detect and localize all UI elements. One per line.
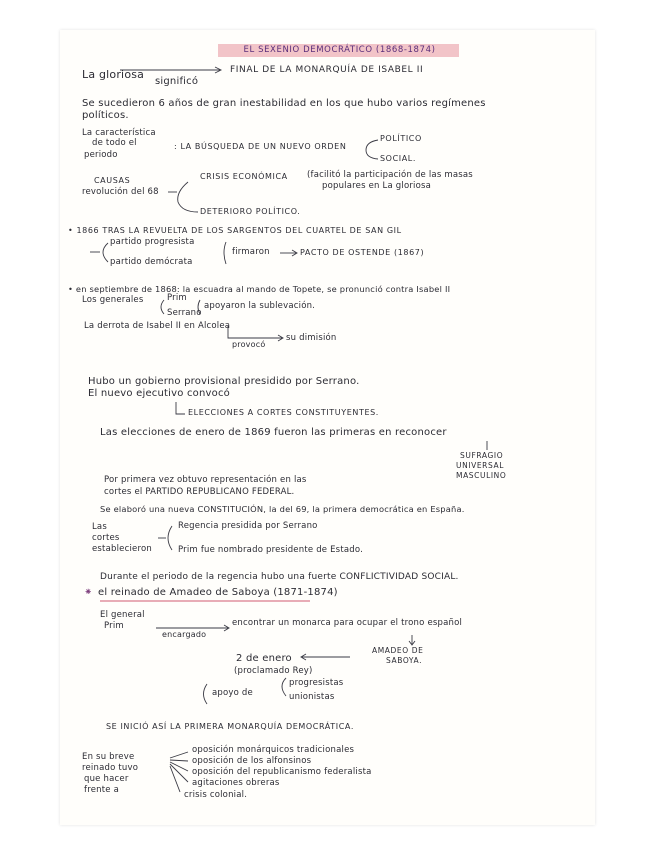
busqueda-text: : LA BÚSQUEDA DE UN NUEVO ORDEN	[174, 142, 347, 151]
amadeo-name-2: SABOYA.	[386, 656, 423, 665]
apoyo-label: apoyo de	[212, 688, 253, 698]
proclamado-label: (proclamado Rey)	[234, 666, 313, 676]
los-generales-label: Los generales	[82, 295, 144, 305]
caracteristica-label-2: de todo el	[92, 138, 137, 148]
sucedieron-line-2: políticos.	[82, 110, 129, 121]
frente-item: oposición de los alfonsinos	[192, 756, 312, 766]
encargado-label: encargado	[162, 630, 207, 639]
pacto-ostende: PACTO DE OSTENDE (1867)	[300, 248, 425, 257]
firmaron-label: firmaron	[232, 247, 270, 257]
gobierno-line-1: Hubo un gobierno provisional presidido por Serrano.	[88, 376, 360, 387]
frente-item: oposición del republicanismo federalista	[192, 767, 372, 777]
unionistas-label: unionistas	[289, 692, 335, 702]
encontrar-text: encontrar un monarca para ocupar el trono español	[232, 618, 463, 628]
elecciones-cortes: ELECCIONES A CORTES CONSTITUYENTES.	[188, 408, 379, 417]
general-prim-2: Prim	[104, 621, 124, 631]
sufragio-1: SUFRAGIO	[460, 451, 504, 460]
progresistas-label: progresistas	[289, 678, 344, 688]
sucedieron-line-1: Se sucedieron 6 años de gran inestabilidad en los que hubo varios regímenes	[82, 98, 486, 109]
facilito-text-2: populares en La gloriosa	[322, 181, 432, 191]
provoco-label: provocó	[232, 340, 266, 349]
primera-vez-1: Por primera vez obtuvo representación en las	[104, 475, 307, 485]
serrano-label: Serrano	[167, 308, 202, 318]
partido-democrata: partido demócrata	[110, 257, 193, 267]
apoyaron-text: apoyaron la sublevación.	[204, 301, 316, 311]
amadeo-name-1: AMADEO DE	[372, 646, 424, 655]
politico-text: POLÍTICO	[380, 134, 422, 143]
derrota-text: La derrota de Isabel II en Alcolea	[84, 321, 231, 331]
facilito-text-1: (facilitó la participación de las masas	[307, 170, 473, 180]
notebook-page	[60, 30, 595, 825]
conflictividad-text: Durante el periodo de la regencia hubo una fuerte CONFLICTIVIDAD SOCIAL.	[100, 572, 459, 582]
fin-monarquia-text: FINAL DE LA MONARQUÍA DE ISABEL II	[230, 65, 424, 75]
constitucion-text: Se elaboró una nueva CONSTITUCIÓN, la del 69, la primera democrática en España.	[100, 504, 465, 514]
texto-1866: • 1866 TRAS LA REVUELTA DE LOS SARGENTOS DEL CUARTEL DE SAN GIL	[68, 226, 402, 235]
caracteristica-label-1: La característica	[82, 128, 156, 138]
sufragio-2: UNIVERSAL	[456, 461, 505, 470]
primera-vez-2: cortes el PARTIDO REPUBLICANO FEDERAL.	[104, 487, 295, 497]
enero-label: 2 de enero	[236, 653, 292, 664]
causas-label-1: CAUSAS	[94, 176, 131, 185]
deterioro-text: DETERIORO POLÍTICO.	[200, 207, 301, 216]
gobierno-line-2: El nuevo ejecutivo convocó	[88, 388, 230, 399]
primera-monarquia-text: SE INICIÓ ASÍ LA PRIMERA MONARQUÍA DEMOCRÁTICA.	[106, 722, 354, 731]
reinado-label-3: que hacer	[84, 774, 129, 784]
amadeo-heading: el reinado de Amadeo de Saboya (1871-1874)	[98, 587, 338, 598]
caracteristica-label-3: periodo	[84, 150, 118, 160]
reinado-label-4: frente a	[84, 785, 119, 795]
cortes-label-1: Las	[92, 522, 107, 532]
sufragio-3: MASCULINO	[456, 471, 507, 480]
prim-label: Prim	[167, 293, 187, 303]
texto-1868: • en septiembre de 1868: la escuadra al mando de Topete, se pronunció contra Isabel II	[68, 284, 451, 294]
general-prim-1: El general	[100, 610, 145, 620]
regencia-text: Regencia presidida por Serrano	[178, 521, 318, 531]
la-gloriosa-label: La gloriosa	[82, 68, 145, 81]
significo-label: significó	[155, 76, 199, 87]
amadeo-heading-prefix: ⁕	[84, 587, 93, 598]
cortes-label-2: cortes	[92, 533, 120, 543]
reinado-label-1: En su breve	[82, 752, 135, 762]
cortes-label-3: establecieron	[92, 544, 152, 554]
prim-nombrado-text: Prim fue nombrado presidente de Estado.	[178, 545, 364, 555]
frente-item: crisis colonial.	[184, 790, 248, 800]
reinado-label-2: reinado tuvo	[82, 763, 139, 773]
enero-1869-text: Las elecciones de enero de 1869 fueron las primeras en reconocer	[100, 427, 447, 438]
partido-progresista: partido progresista	[110, 237, 195, 247]
crisis-economica-text: CRISIS ECONÓMICA	[200, 172, 288, 181]
dimision-text: su dimisión	[286, 333, 337, 343]
frente-item: oposición monárquicos tradicionales	[192, 745, 355, 755]
social-text: SOCIAL.	[380, 154, 416, 163]
causas-label-2: revolución del 68	[82, 187, 159, 197]
frente-item: agitaciones obreras	[192, 778, 280, 788]
page-title: EL SEXENIO DEMOCRÁTICO (1868-1874)	[243, 45, 436, 55]
